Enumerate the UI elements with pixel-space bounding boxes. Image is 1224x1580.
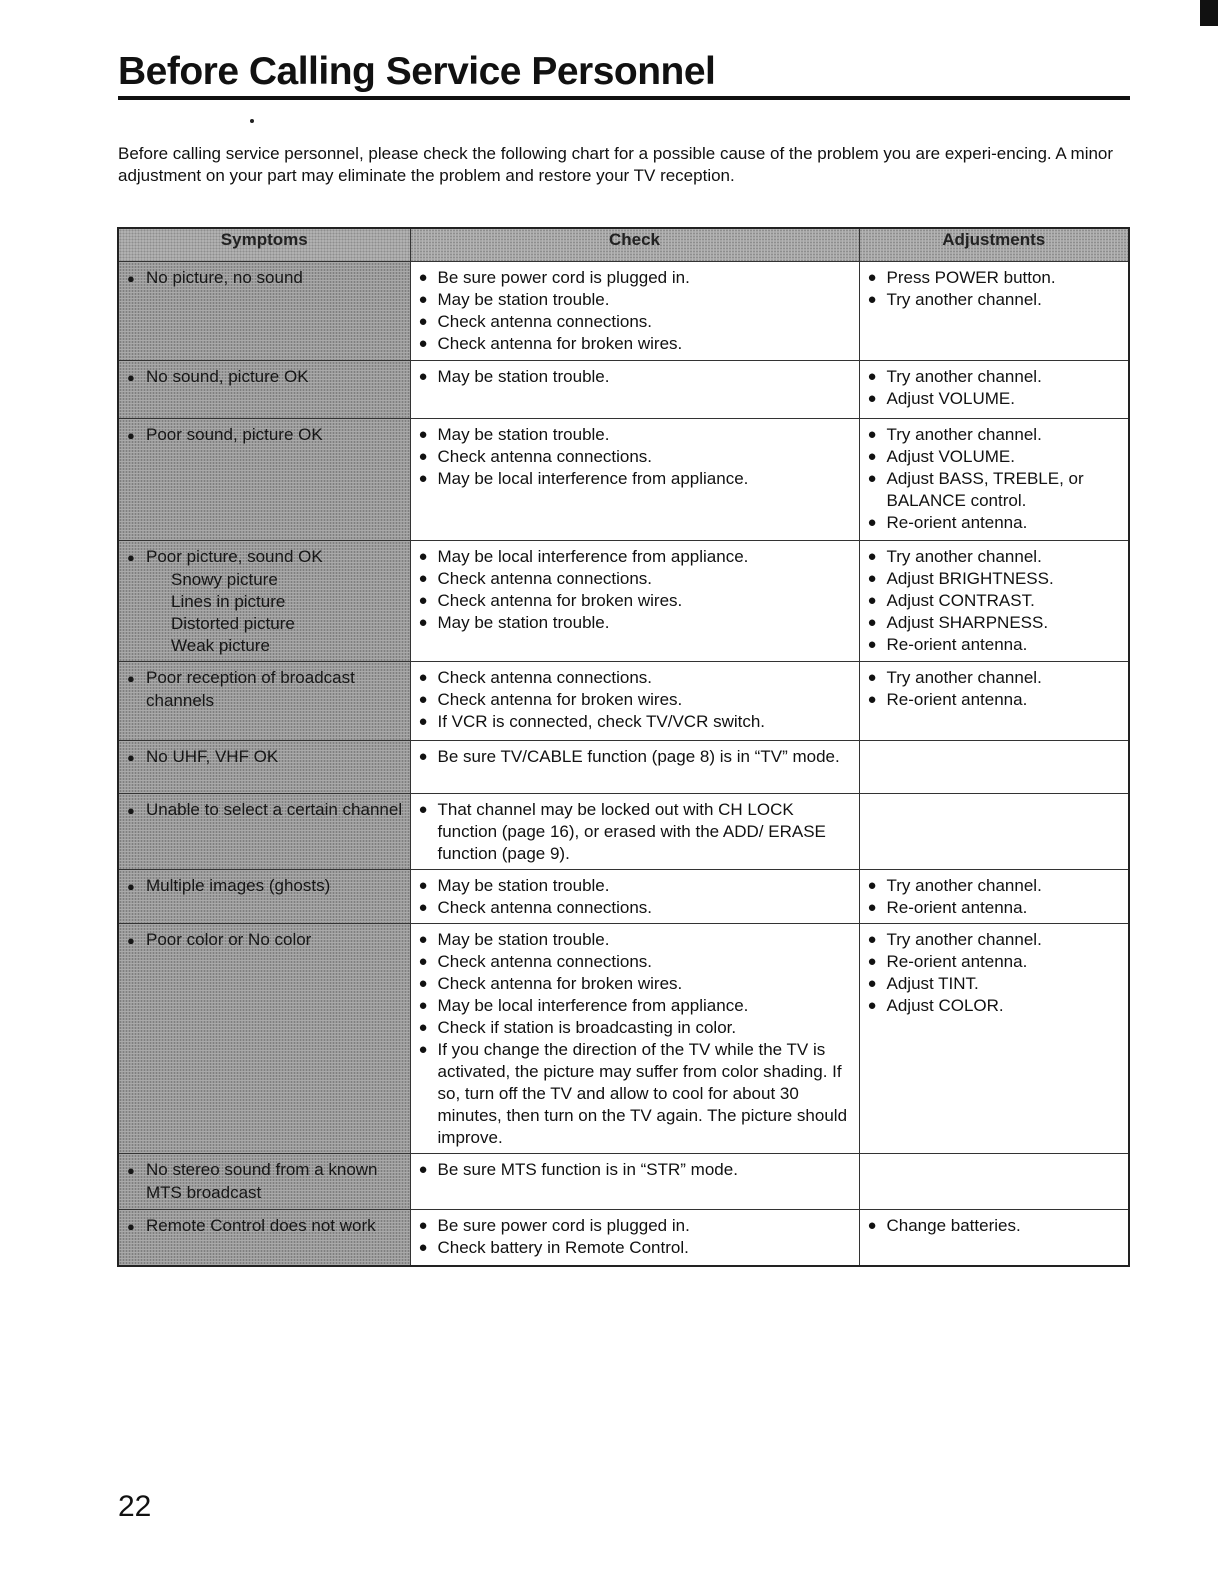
table-row (118, 541, 1129, 662)
check-item: ● Check antenna for broken wires. (419, 333, 855, 355)
check-cell (410, 1154, 859, 1210)
symptom-label: ● Poor color or No color (127, 929, 406, 952)
adjustment-item: ● Try another channel. (868, 289, 1125, 311)
check-item: ● Check antenna connections. (419, 311, 855, 333)
adjustment-item: ● Adjust SHARPNESS. (868, 612, 1125, 634)
check-list (419, 546, 855, 634)
symptom-detail: Snowy picture (171, 570, 278, 589)
check-list (419, 366, 855, 388)
adjustments-list (868, 667, 1125, 711)
table-row (118, 419, 1129, 541)
adjustment-item: ● Re-orient antenna. (868, 951, 1125, 973)
header-adjustments: Adjustments (859, 228, 1129, 262)
symptom-label: ● Unable to select a certain channel (127, 799, 406, 822)
check-item: ● May be station trouble. (419, 875, 855, 897)
check-list (419, 1159, 855, 1181)
symptom-cell (118, 1210, 410, 1266)
table-row (118, 1210, 1129, 1266)
symptom-cell (118, 870, 410, 924)
symptom-label: ● No stereo sound from a known MTS broadcast (127, 1159, 406, 1204)
table-row (118, 262, 1129, 361)
title-underline (118, 96, 1130, 100)
troubleshooting-table (117, 227, 1130, 1267)
table-body (118, 262, 1129, 1266)
adjustments-list (868, 424, 1125, 534)
check-item: ● Check antenna connections. (419, 568, 855, 590)
adjustment-item: ● Re-orient antenna. (868, 512, 1125, 534)
adjustment-item: ● Press POWER button. (868, 267, 1125, 289)
check-item: ● May be local interference from appliance. (419, 995, 855, 1017)
page-corner-mark (1200, 0, 1218, 26)
check-list (419, 424, 855, 490)
check-item: ● Check antenna connections. (419, 897, 855, 919)
table-row (118, 662, 1129, 741)
check-item: ● Be sure TV/CABLE function (page 8) is in “TV” mode. (419, 746, 855, 768)
adjustment-item: ● Adjust COLOR. (868, 995, 1125, 1017)
check-list (419, 667, 855, 733)
adjustment-item: ● Try another channel. (868, 366, 1125, 388)
symptom-label: ● No sound, picture OK (127, 366, 406, 389)
adjustment-item: ● Try another channel. (868, 929, 1125, 951)
intro-paragraph: Before calling service personnel, please check the following chart for a possible cause of the problem you are experi-encing. A minor adjustment on your part may eliminate the problem and restore your TV reception. (118, 144, 1114, 185)
check-item: ● May be station trouble. (419, 289, 855, 311)
symptom-label: ● Poor sound, picture OK (127, 424, 406, 447)
check-cell (410, 262, 859, 361)
check-item: ● Check antenna connections. (419, 446, 855, 468)
adjustment-item: ● Try another channel. (868, 424, 1125, 446)
adjustments-cell (859, 541, 1129, 662)
check-list (419, 929, 855, 1149)
page-number: 22 (118, 1490, 152, 1523)
adjustment-item: ● Re-orient antenna. (868, 897, 1125, 919)
adjustment-item: ● Try another channel. (868, 875, 1125, 897)
table-row (118, 741, 1129, 794)
check-cell (410, 1210, 859, 1266)
check-item: ● May be station trouble. (419, 424, 855, 446)
adjustments-cell (859, 361, 1129, 419)
check-item: ● That channel may be locked out with CH LOCK function (page 16), or erased with the ADD/ ERASE function (page 9). (419, 799, 855, 865)
adjustments-cell (859, 870, 1129, 924)
table-row (118, 924, 1129, 1154)
symptom-detail: Weak picture (171, 636, 270, 655)
symptom-cell (118, 541, 410, 662)
check-cell (410, 794, 859, 870)
check-item: ● Be sure power cord is plugged in. (419, 1215, 855, 1237)
symptom-label: ● No picture, no sound (127, 267, 406, 290)
check-cell (410, 662, 859, 741)
adjustments-cell (859, 794, 1129, 870)
adjustments-list (868, 1215, 1125, 1237)
adjustments-cell (859, 1210, 1129, 1266)
adjustments-list (868, 267, 1125, 311)
table-header-row (118, 228, 1129, 262)
check-item: ● May be local interference from appliance. (419, 468, 855, 490)
adjustment-item: ● Change batteries. (868, 1215, 1125, 1237)
adjustments-cell (859, 741, 1129, 794)
symptom-label: ● Remote Control does not work (127, 1215, 406, 1238)
symptom-detail: Lines in picture (171, 592, 286, 611)
symptom-label: ● Poor reception of broadcast channels (127, 667, 406, 712)
table-row (118, 361, 1129, 419)
adjustment-item: ● Adjust TINT. (868, 973, 1125, 995)
adjustments-list (868, 875, 1125, 919)
adjustment-item: ● Adjust VOLUME. (868, 446, 1125, 468)
adjustments-cell (859, 419, 1129, 541)
symptom-cell (118, 924, 410, 1154)
check-list (419, 799, 855, 865)
header-symptoms: Symptoms (118, 228, 410, 262)
check-cell (410, 924, 859, 1154)
table-row (118, 794, 1129, 870)
check-cell (410, 870, 859, 924)
check-list (419, 875, 855, 919)
symptom-detail: Distorted picture (171, 614, 295, 633)
symptom-cell (118, 794, 410, 870)
check-list (419, 1215, 855, 1259)
check-item: ● May be local interference from appliance. (419, 546, 855, 568)
header-check: Check (410, 228, 859, 262)
symptom-cell (118, 1154, 410, 1210)
check-item: ● Check if station is broadcasting in color. (419, 1017, 855, 1039)
symptom-cell (118, 262, 410, 361)
adjustments-cell (859, 262, 1129, 361)
symptom-label: ● Poor picture, sound OK (127, 546, 406, 569)
table-row (118, 1154, 1129, 1210)
adjustments-cell (859, 924, 1129, 1154)
adjustments-list (868, 366, 1125, 410)
check-item: ● May be station trouble. (419, 929, 855, 951)
check-item: ● Check antenna for broken wires. (419, 590, 855, 612)
check-item: ● If you change the direction of the TV while the TV is activated, the picture may suffer from color shading. If so, turn off the TV and allow to cool for about 30 minutes, then turn on the TV again. The picture should improve. (419, 1039, 855, 1149)
adjustment-item: ● Re-orient antenna. (868, 689, 1125, 711)
adjustments-list (868, 546, 1125, 656)
check-item: ● Check antenna connections. (419, 667, 855, 689)
table-row (118, 870, 1129, 924)
check-cell (410, 741, 859, 794)
check-item: ● May be station trouble. (419, 612, 855, 634)
check-item: ● If VCR is connected, check TV/VCR switch. (419, 711, 855, 733)
adjustment-item: ● Try another channel. (868, 667, 1125, 689)
symptom-cell (118, 741, 410, 794)
check-item: ● May be station trouble. (419, 366, 855, 388)
print-speck (250, 119, 254, 123)
check-list (419, 267, 855, 355)
adjustment-item: ● Adjust BRIGHTNESS. (868, 568, 1125, 590)
check-item: ● Be sure MTS function is in “STR” mode. (419, 1159, 855, 1181)
symptom-cell (118, 662, 410, 741)
check-cell (410, 541, 859, 662)
check-cell (410, 361, 859, 419)
adjustment-item: ● Adjust CONTRAST. (868, 590, 1125, 612)
adjustment-item: ● Re-orient antenna. (868, 634, 1125, 656)
adjustments-cell (859, 1154, 1129, 1210)
adjustment-item: ● Adjust VOLUME. (868, 388, 1125, 410)
check-item: ● Be sure power cord is plugged in. (419, 267, 855, 289)
adjustments-list (868, 929, 1125, 1017)
symptom-label: ● Multiple images (ghosts) (127, 875, 406, 898)
check-list (419, 746, 855, 768)
check-item: ● Check antenna for broken wires. (419, 973, 855, 995)
check-item: ● Check antenna for broken wires. (419, 689, 855, 711)
check-cell (410, 419, 859, 541)
symptom-cell (118, 419, 410, 541)
page-title: Before Calling Service Personnel (118, 50, 716, 93)
adjustment-item: ● Adjust BASS, TREBLE, or BALANCE control. (868, 468, 1125, 512)
adjustment-item: ● Try another channel. (868, 546, 1125, 568)
adjustments-cell (859, 662, 1129, 741)
check-item: ● Check battery in Remote Control. (419, 1237, 855, 1259)
symptom-cell (118, 361, 410, 419)
check-item: ● Check antenna connections. (419, 951, 855, 973)
symptom-label: ● No UHF, VHF OK (127, 746, 406, 769)
